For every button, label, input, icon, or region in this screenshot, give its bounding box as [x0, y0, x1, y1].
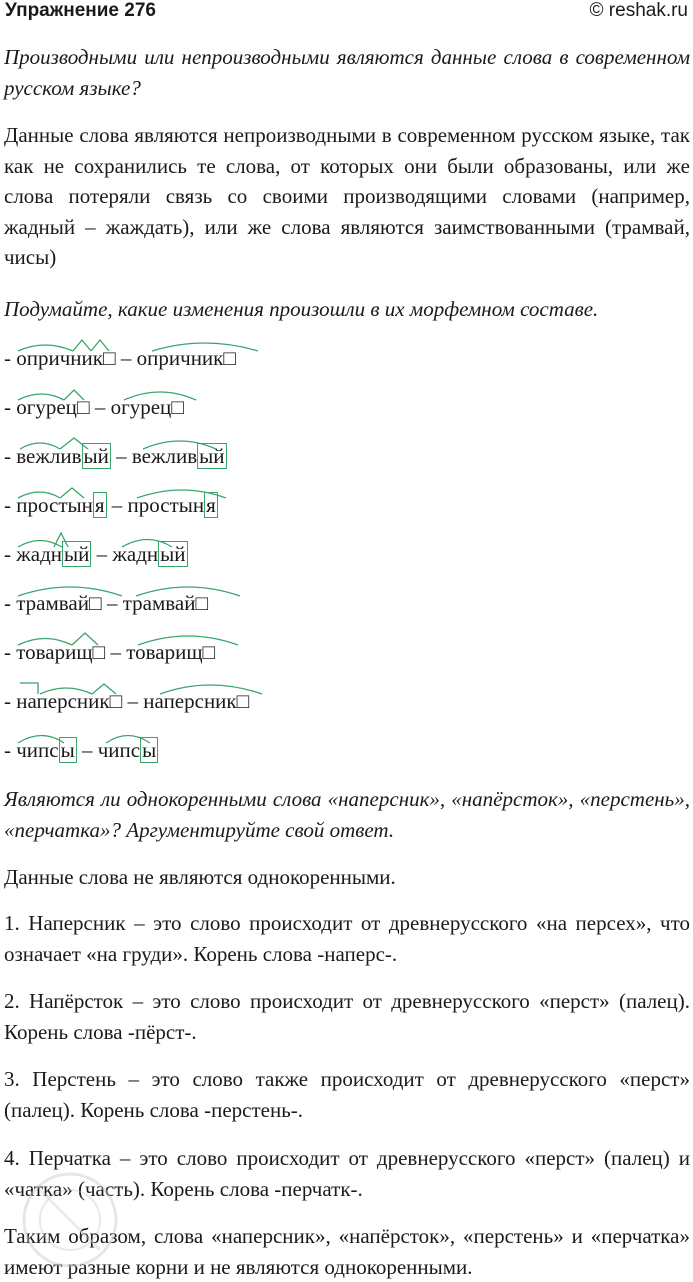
word-row-6: - трамвай□ – трамвай□ — [4, 591, 209, 615]
point-2: 2. Напёрсток – это слово происходит от древнерусского «перст» (палец). Корень слова -пёрст-. — [4, 989, 690, 1044]
conclusion: Таким образом, слова «наперсник», «напёрсток», «перстень» и «перчатка» имеют разные корни и не являются однокоренными. — [4, 1224, 690, 1279]
word-row-1: - опричник□ – опричник□ — [4, 346, 237, 370]
word-row-9: - чипсы – чипсы — [4, 738, 157, 762]
task-morpheme: Подумайте, какие изменения произошли в их морфемном составе. — [4, 297, 599, 321]
page-header — [5, 0, 688, 28]
word-row-4: - простыня – простыня — [4, 493, 216, 517]
exercise-title: Упражнение 276 — [5, 0, 156, 21]
point-3: 3. Перстень – это слово также происходит от древнерусского «перст» (палец). Корень слова -перстень-. — [4, 1067, 690, 1122]
word-row-5: - жадный – жадный — [4, 542, 186, 566]
ending-box: я — [206, 493, 216, 517]
point-1: 1. Наперсник – это слово происходит от древнерусского «на персех», что означает «на груди». Корень слова -наперс-. — [4, 911, 690, 966]
word-row-2: - огурец□ – огурец□ — [4, 395, 184, 419]
ending-box: ы — [142, 738, 157, 762]
ending-box: ый — [199, 444, 225, 468]
site-credit: © reshak.ru — [589, 0, 688, 21]
answer-derivation: Данные слова являются непроизводными в современном русском языке, так как не сохранились те слова, от которых они были образованы, или же слова потеряли связь со своими производящими словами (например, жадный – жаждать), или же слова являются заимствованными (трамвай, чисы) — [4, 123, 690, 269]
ending-box: ый — [160, 542, 186, 566]
ending-box: ый — [64, 542, 90, 566]
point-4: 4. Перчатка – это слово происходит от древнерусского «перст» (палец) и «чатка» (часть). Корень слова -перчатк-. — [4, 1146, 690, 1201]
ending-box: ый — [83, 444, 109, 468]
word-row-7: - товарищ□ – товарищ□ — [4, 640, 216, 664]
word-row-8: - наперсник□ – наперсник□ — [4, 689, 250, 713]
question-cognates: Являются ли однокоренными слова «наперсник», «напёрсток», «перстень», «перчатка»? Аргументируйте свой ответ. — [4, 787, 690, 842]
question-derivation: Производными или непроизводными являются данные слова в современном русском языке? — [4, 45, 690, 100]
ending-box: ы — [60, 738, 75, 762]
ending-box: я — [94, 493, 105, 517]
answer-cognates-intro: Данные слова не являются однокоренными. — [4, 865, 396, 889]
word-row-3: - вежливый – вежливый — [4, 444, 225, 468]
